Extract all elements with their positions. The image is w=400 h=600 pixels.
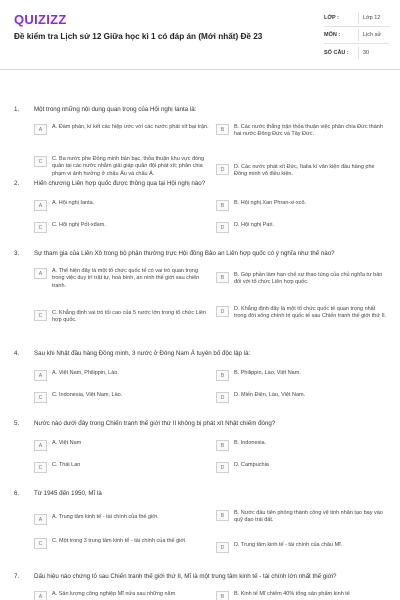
question-number: 6.	[14, 490, 20, 497]
option-b[interactable]	[216, 591, 388, 600]
option-text: C. Một trong 3 trung tâm kinh tế - tài chính của thế giới.	[52, 538, 187, 544]
option-letter: B	[216, 272, 229, 283]
option-text: C. Ba nước phe Đồng minh bàn bạc, thỏa thuận khu vực đóng quân tại các nước nhằm giải giáp quân đội phát xít; phân chia phạm vi ảnh hưởng ở châu Âu và châu Á.	[52, 156, 205, 177]
question-text: Sau khi Nhật đầu hàng Đồng minh, 3 nước ở Đông Nam Á tuyên bố độc lập là:	[34, 350, 251, 357]
option-letter: B	[216, 591, 229, 600]
option-d[interactable]	[216, 542, 388, 553]
option-c[interactable]	[34, 538, 210, 549]
option-text: B. Góp phần làm hạn chế sự thao túng của chủ nghĩa tư bản đối với tổ chức Liên hợp quốc.	[234, 272, 383, 286]
option-a[interactable]	[34, 200, 210, 211]
option-text: A. Việt Nam	[52, 440, 82, 446]
question-number: 4.	[14, 350, 20, 357]
option-text: D. Các nước phát xít Đức, Italia kí văn kiện đầu hàng phe Đồng minh vô điều kiện.	[234, 164, 375, 178]
option-letter: D	[216, 306, 229, 317]
option-text: A. Đàm phán, kí kết các hiệp ước với các nước phát xít bại trận.	[52, 124, 209, 130]
option-text: C. Khẳng định vai trò tối cao của 5 nước lớn trong tổ chức Liên hợp quốc.	[52, 310, 206, 324]
option-a[interactable]	[34, 370, 210, 381]
meta-value: Lịch sử	[358, 29, 390, 41]
meta-value: Lớp 12	[358, 12, 390, 24]
option-b[interactable]	[216, 272, 388, 287]
option-b[interactable]	[216, 440, 388, 451]
option-text: D. Trung tâm kinh tế - tài chính của châu Mĩ.	[234, 542, 343, 548]
option-letter: C	[34, 222, 47, 233]
option-letter: D	[216, 462, 229, 473]
option-text: C. Indonesia, Việt Nam, Lào.	[52, 392, 123, 398]
meta-row-subject	[324, 27, 390, 44]
option-text: A. Thể hiện đây là một tổ chức quốc tế có vai trò quan trọng trong việc duy trì trật tự, hoà bình, an ninh thế giới sau chiến tranh.	[52, 268, 200, 289]
option-letter: B	[216, 370, 229, 381]
option-letter: D	[216, 542, 229, 553]
option-letter: C	[34, 310, 47, 321]
meta-table	[324, 10, 390, 61]
option-letter: D	[216, 392, 229, 403]
question-text: Sự tham gia của Liên Xô trong bộ phận thường trực Hội đồng Bảo an Liên hợp quốc có ý nghĩa như thế nào?	[34, 250, 335, 257]
option-b[interactable]	[216, 510, 388, 525]
option-d[interactable]	[216, 222, 388, 233]
option-d[interactable]	[216, 392, 388, 403]
option-text: D. Campuchia	[234, 462, 269, 468]
option-text: D. Khẳng định đây là một tổ chức quốc tế quan trọng nhất trong đời sống chính trị quốc tế sau Chiến tranh thế giới thứ II.	[234, 306, 387, 320]
option-letter: C	[34, 156, 47, 167]
option-text: D. Miến Điện, Lào, Việt Nam.	[234, 392, 306, 398]
option-text: D. Hội nghị Pari.	[234, 222, 275, 228]
option-letter: A	[34, 514, 47, 525]
option-c[interactable]	[34, 392, 210, 403]
option-text: B. Kinh tế Mĩ chiếm 40% tổng sản phẩm kinh tế	[234, 591, 350, 597]
option-text: B. Indonesia.	[234, 440, 267, 446]
option-text: B. Các nước thắng trận thỏa thuận việc phân chia Đức thành hai nước Đông Đức và Tây Đức.	[234, 124, 383, 138]
option-a[interactable]	[34, 514, 210, 525]
option-a[interactable]	[34, 440, 210, 451]
option-text: A. Hội nghị Ianta.	[52, 200, 95, 206]
option-b[interactable]	[216, 124, 388, 139]
option-text: C. Thái Lan	[52, 462, 81, 468]
option-letter: D	[216, 222, 229, 233]
question-number: 1.	[14, 106, 20, 113]
option-text: B. Nước đầu tiên phóng thành công vệ tinh nhân tạo bay vào quỹ đạo trái đất.	[234, 510, 383, 524]
document-header	[0, 0, 400, 70]
question-text: Một trong những nội dung quan trọng của Hội nghị Ianta là:	[34, 106, 197, 113]
question-number: 7.	[14, 573, 20, 580]
option-letter: C	[34, 462, 47, 473]
meta-value: 30	[358, 47, 390, 59]
option-letter: C	[34, 392, 47, 403]
option-letter: A	[34, 591, 47, 600]
option-a[interactable]	[34, 591, 210, 600]
option-letter: A	[34, 268, 47, 279]
quizizz-logo[interactable]: QUIZIZZ	[14, 12, 67, 27]
question-number: 2.	[14, 180, 20, 187]
option-letter: C	[34, 538, 47, 549]
meta-row-class	[324, 10, 390, 27]
option-text: A. Trung tâm kinh tế - tài chính của thế giới.	[52, 514, 159, 520]
option-a[interactable]	[34, 268, 210, 290]
document-title: Đề kiểm tra Lịch sử 12 Giữa học kì 1 có đáp án (Mới nhất) Đề 23	[14, 32, 263, 41]
meta-label: SỐ CÂU :	[324, 49, 349, 56]
option-b[interactable]	[216, 370, 388, 381]
option-a[interactable]	[34, 124, 210, 135]
question-number: 3.	[14, 250, 20, 257]
option-letter: D	[216, 164, 229, 175]
option-c[interactable]	[34, 222, 210, 233]
meta-label: LỚP :	[324, 15, 339, 21]
option-text: B. Philippin, Lào, Việt Nam.	[234, 370, 301, 376]
option-text: A. Việt Nam, Philippin, Lào.	[52, 370, 119, 376]
option-c[interactable]	[34, 156, 210, 178]
meta-row-count	[324, 44, 390, 61]
option-c[interactable]	[34, 310, 210, 325]
option-letter: B	[216, 200, 229, 211]
meta-label: MÔN :	[324, 32, 341, 38]
question-text: Dấu hiệu nào chứng tỏ sau Chiến tranh thế giới thứ II, Mĩ là một trung tâm kinh tế - tài chính lớn nhất thế giới?	[34, 573, 337, 580]
option-letter: B	[216, 124, 229, 135]
question-number: 5.	[14, 420, 20, 427]
option-text: C. Hội nghị Pốt-xđam.	[52, 222, 106, 228]
question-text: Nước nào dưới đây trong Chiến tranh thế giới thứ II không bị phát xít Nhật chiếm đóng?	[34, 420, 276, 427]
option-c[interactable]	[34, 462, 210, 473]
option-d[interactable]	[216, 164, 388, 179]
question-text: Hiến chương Liên hợp quốc được thông qua tại Hội nghị nào?	[34, 180, 206, 187]
option-letter: B	[216, 510, 229, 521]
option-d[interactable]	[216, 306, 388, 321]
option-letter: A	[34, 124, 47, 135]
option-letter: A	[34, 200, 47, 211]
option-text: A. Sản lượng công nghiệp Mĩ nửa sau những năm	[52, 591, 176, 597]
option-b[interactable]	[216, 200, 388, 211]
option-text: B. Hội nghị Xan Phran-xi-xcô.	[234, 200, 307, 206]
option-letter: A	[34, 440, 47, 451]
option-letter: A	[34, 370, 47, 381]
option-letter: B	[216, 440, 229, 451]
option-d[interactable]	[216, 462, 388, 473]
question-text: Từ 1945 đến 1950, Mĩ là	[34, 490, 102, 497]
